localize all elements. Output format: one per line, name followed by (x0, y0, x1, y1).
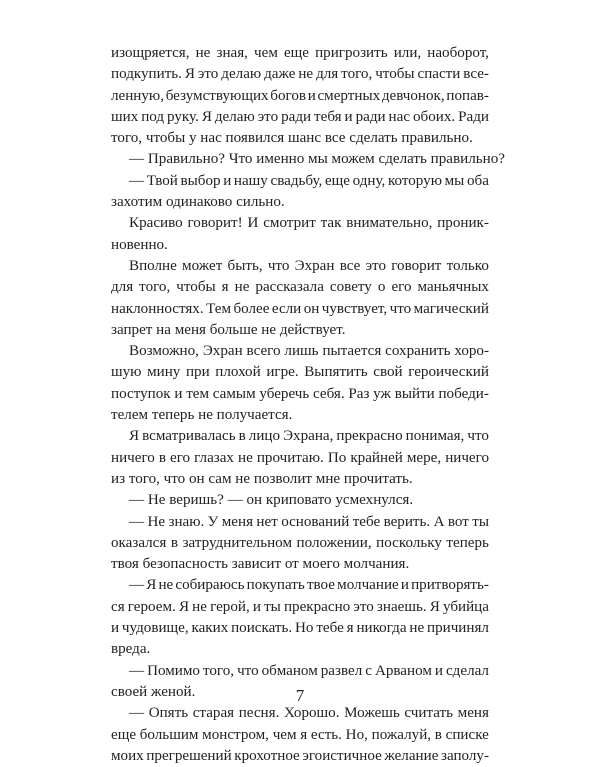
text-line: — Опять старая песня. Хорошо. Можешь считать меня (129, 705, 489, 722)
text-line: ся героем. Я не герой, и ты прекрасно это знаешь. Я убийца (111, 598, 489, 615)
text-line: моих прегрешений крохотное эгоистичное желание заполу- (111, 747, 489, 764)
text-line: и чудовище, каких поискать. Но тебе я никогда не причинял (111, 620, 489, 637)
text-line: вреда. (111, 641, 151, 658)
text-line: оказался в затруднительном положении, поскольку теперь (111, 534, 489, 551)
text-line: шую мину при плохой игре. Выпятить свой героический (111, 364, 489, 381)
text-line: — Не веришь? — он криповато усмехнулся. (129, 492, 414, 509)
text-line: своей женой. (111, 683, 196, 700)
text-line: — Твой выбор и нашу свадьбу, еще одну, которую мы оба (129, 172, 489, 189)
text-line: Я всматривалась в лицо Эхрана, прекрасно понимая, что (129, 428, 489, 445)
text-line: ленную, безумствующих богов и смертных девчонок, попав- (111, 87, 489, 104)
text-line: поступок и тем самым уберечь себя. Раз уж выйти победи- (111, 385, 489, 402)
text-line: телем теперь не получается. (111, 407, 293, 424)
text-line: запрет на меня больше не действует. (111, 321, 346, 338)
text-line: того, чтобы у нас появился шанс все сделать правильно. (111, 130, 473, 147)
text-line: — Правильно? Что именно мы можем сделать правильно? (129, 151, 505, 168)
text-line: — Помимо того, что обманом развел с Арваном и сделал (129, 662, 489, 679)
text-line: для того, чтобы я не рассказала совету о его маньячных (111, 279, 489, 296)
text-line: — Не знаю. У меня нет оснований тебе верить. А вот ты (129, 513, 489, 530)
text-line: наклонностях. Тем более если он чувствует, что магический (111, 300, 489, 317)
text-line: Возможно, Эхран всего лишь пытается сохранить хоро- (129, 343, 489, 360)
text-line: изощряется, не зная, чем еще пригрозить или, наоборот, (111, 45, 489, 61)
text-line: твоя безопасность зависит от моего молчания. (111, 556, 410, 573)
text-line: Красиво говорит! И смотрит так внимательно, проник- (129, 215, 489, 232)
text-line: из того, что он сам не позволит мне прочитать. (111, 470, 413, 487)
page-number: 7 (295, 686, 305, 705)
text-line: захотим одинаково сильно. (111, 194, 285, 211)
text-line: — Я не собираюсь покупать твое молчание и притворять- (129, 577, 489, 594)
text-line: еще большим монстром, чем я есть. Но, пожалуй, в списке (111, 726, 489, 743)
body-text (111, 43, 505, 767)
text-line: подкупить. Я это делаю даже не для того, чтобы спасти все- (111, 66, 489, 83)
text-line: ших под руку. Я делаю это ради тебя и ради нас обоих. Ради (111, 108, 489, 125)
text-line: новенно. (111, 236, 168, 253)
text-line: Вполне может быть, что Эхран все это говорит только (129, 257, 489, 274)
text-line: ничего в его глазах не прочитаю. По крайней мере, ничего (111, 449, 489, 466)
